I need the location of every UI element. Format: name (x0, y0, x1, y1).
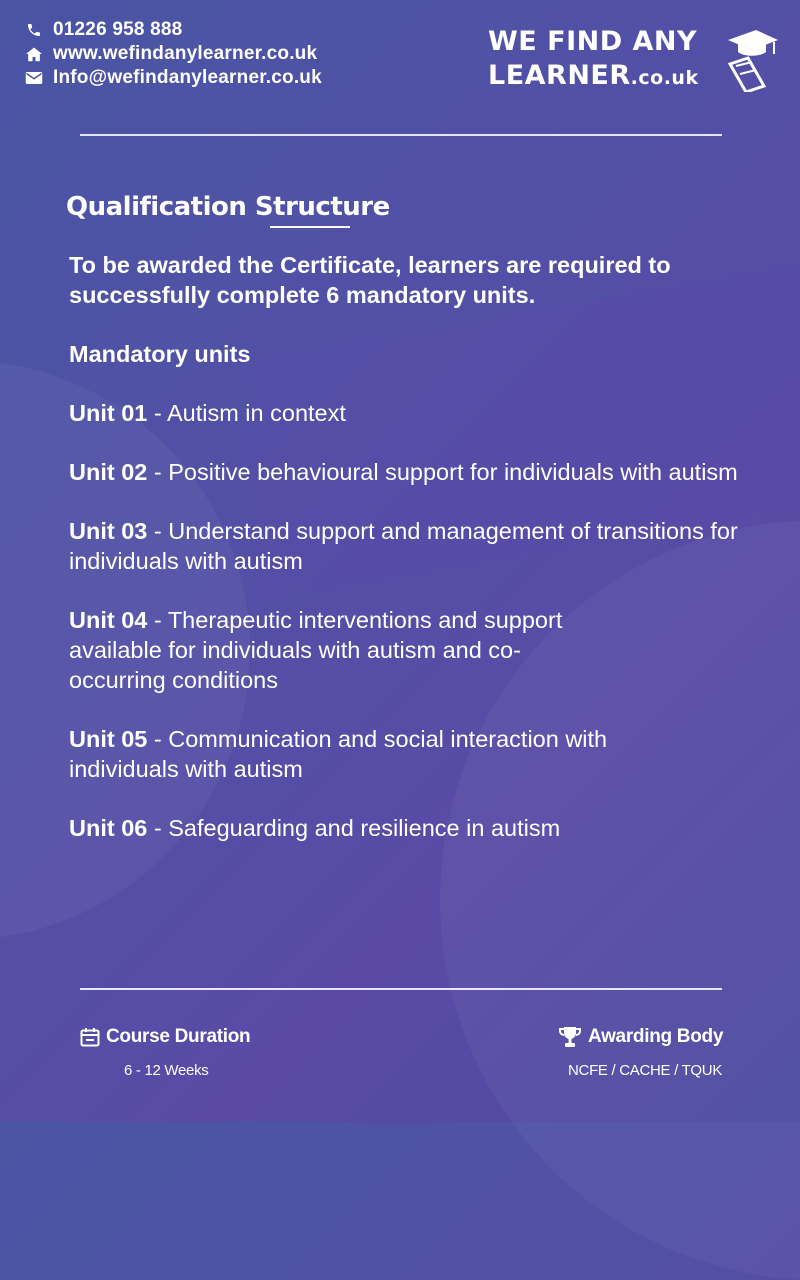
unit-title: Understand support and management of transitions for individuals with autism (69, 518, 738, 574)
section-title: Qualification Structure (66, 192, 390, 222)
unit-item (69, 516, 739, 576)
unit-separator: - (147, 607, 168, 633)
website-link: www.wefindanylearner.co.uk (53, 43, 318, 64)
unit-item (69, 605, 589, 695)
content (69, 250, 739, 872)
unit-separator: - (147, 726, 169, 752)
trophy-icon (558, 1026, 582, 1048)
course-duration-value: 6 - 12 Weeks (124, 1062, 209, 1079)
course-duration-label: Course Duration (106, 1026, 251, 1047)
awarding-body-label: Awarding Body (588, 1026, 724, 1047)
calendar-icon (80, 1027, 100, 1047)
unit-separator: - (147, 815, 169, 841)
unit-separator: - (147, 459, 169, 485)
logo-line-2 (488, 60, 699, 91)
contact-block (24, 18, 322, 90)
awarding-body-value: NCFE / CACHE / TQUK (568, 1062, 723, 1079)
unit-code: Unit 02 (69, 459, 148, 485)
phone-number: 01226 958 888 (53, 19, 183, 40)
logo[interactable] (488, 24, 780, 96)
awarding-body (558, 1026, 723, 1079)
unit-title: Communication and social interaction with individuals with autism (69, 726, 608, 782)
contact-email[interactable] (24, 66, 322, 90)
unit-code: Unit 06 (69, 815, 148, 841)
intro-text: To be awarded the Certificate, learners are required to successfully complete 6 mandatory units. (69, 252, 671, 308)
unit-code: Unit 04 (69, 607, 148, 633)
phone-icon (24, 21, 44, 39)
email-link: Info@wefindanylearner.co.uk (53, 67, 322, 88)
unit-code: Unit 01 (69, 400, 148, 426)
title-underline (270, 226, 350, 228)
unit-item (69, 398, 739, 428)
unit-title: Therapeutic interventions and support available for individuals with autism and co-occurring conditions (69, 607, 563, 693)
unit-item (69, 457, 739, 487)
mandatory-units-heading: Mandatory units (69, 341, 251, 367)
logo-learner: LEARNER (488, 60, 631, 91)
unit-code: Unit 03 (69, 518, 148, 544)
logo-suffix: .co.uk (630, 67, 699, 89)
divider-bottom (80, 988, 722, 990)
unit-title: Safeguarding and resilience in autism (168, 815, 561, 841)
home-icon (24, 45, 44, 63)
divider-top (80, 134, 722, 136)
unit-separator: - (147, 518, 169, 544)
graduation-cap-book-icon (726, 26, 780, 97)
unit-separator: - (147, 400, 167, 426)
unit-item (69, 813, 739, 843)
contact-phone[interactable] (24, 18, 322, 42)
unit-item (69, 724, 669, 784)
unit-code: Unit 05 (69, 726, 148, 752)
course-duration (80, 1026, 250, 1079)
logo-line-1: WE FIND ANY (488, 26, 698, 57)
unit-title: Positive behavioural support for individuals with autism (168, 459, 738, 485)
envelope-icon (24, 69, 44, 87)
unit-title: Autism in context (166, 400, 346, 426)
contact-website[interactable] (24, 42, 322, 66)
